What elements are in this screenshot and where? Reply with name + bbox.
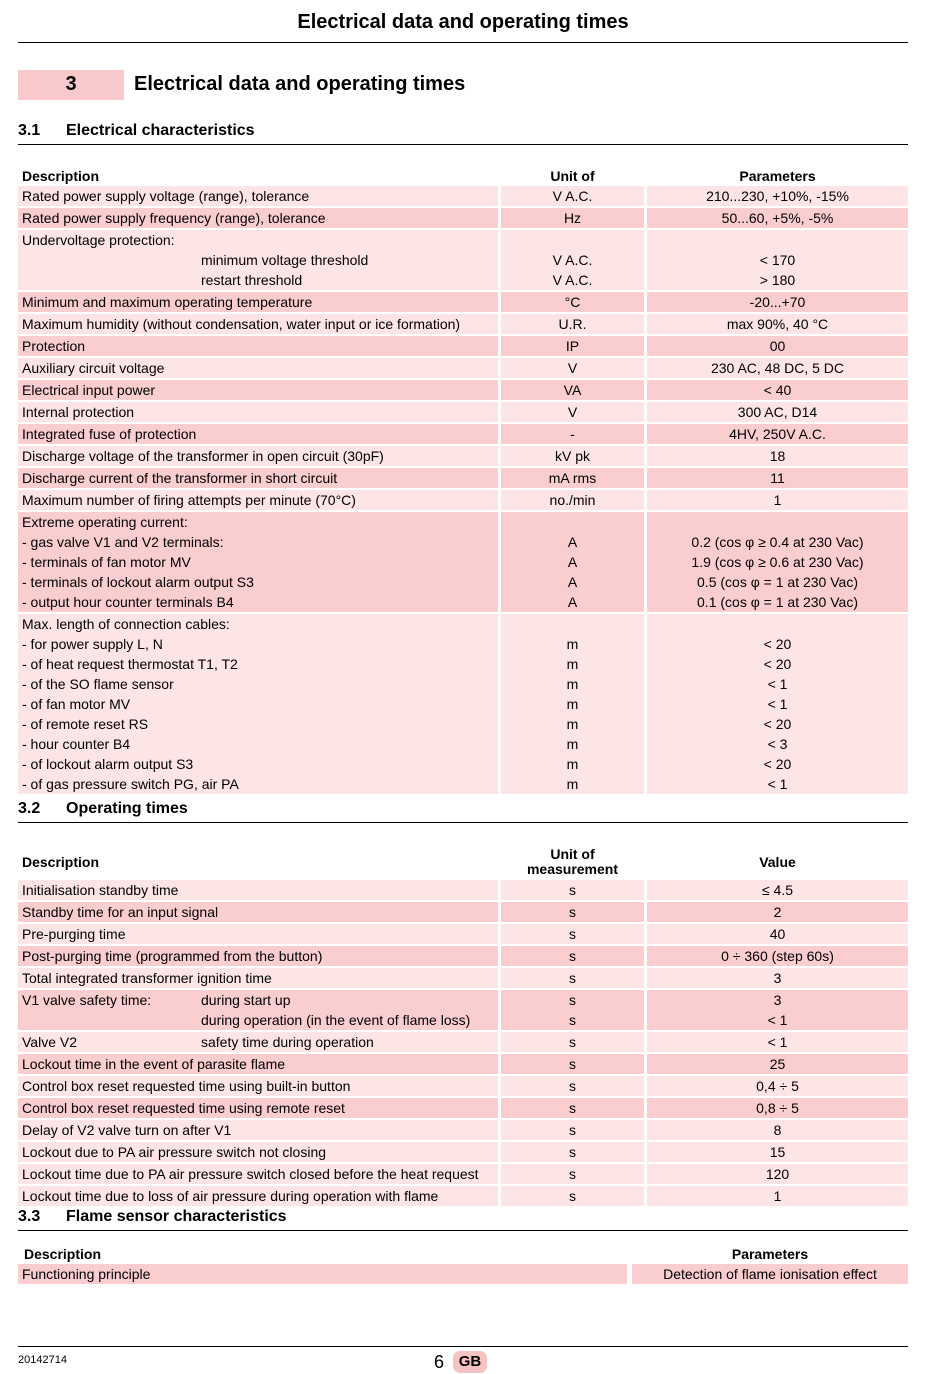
cell-unit: A bbox=[567, 594, 578, 610]
cell-unit: s bbox=[569, 1144, 576, 1160]
cell-value: -20...+70 bbox=[749, 294, 806, 310]
cell-description: - of fan motor MV bbox=[22, 696, 131, 712]
cell-unit: s bbox=[569, 1100, 576, 1116]
table-row bbox=[18, 1164, 908, 1184]
flame-table bbox=[18, 1244, 908, 1286]
table-row bbox=[18, 1120, 908, 1140]
cell-value: < 1 bbox=[767, 1034, 788, 1050]
cell-unit: s bbox=[569, 904, 576, 920]
table-row bbox=[18, 446, 908, 466]
cell-unit: m bbox=[566, 656, 579, 672]
table-row-group bbox=[18, 468, 908, 488]
table-row-group bbox=[18, 208, 908, 228]
table-row bbox=[18, 902, 908, 922]
cell-description: Protection bbox=[22, 338, 86, 354]
cell-value: < 1 bbox=[767, 676, 788, 692]
section-heading-flame bbox=[18, 1206, 908, 1231]
chapter-title: Electrical data and operating times bbox=[134, 73, 466, 95]
section-number: 3.3 bbox=[18, 1208, 41, 1225]
table-row bbox=[18, 1076, 908, 1096]
table-row-group bbox=[18, 1142, 908, 1162]
table-row bbox=[18, 1264, 908, 1284]
cell-description: Auxiliary circuit voltage bbox=[22, 360, 165, 376]
cell-value: 3 bbox=[773, 992, 782, 1008]
table-row bbox=[18, 358, 908, 378]
cell-description: Standby time for an input signal bbox=[22, 904, 219, 920]
table-row bbox=[18, 614, 908, 634]
cell-description: - output hour counter terminals B4 bbox=[22, 594, 234, 610]
table-row bbox=[18, 402, 908, 422]
cell-unit: s bbox=[569, 882, 576, 898]
cell-value: 0,8 ÷ 5 bbox=[756, 1100, 799, 1116]
cell-description: Post-purging time (programmed from the button) bbox=[22, 948, 323, 964]
cell-description: Control box reset requested time using built-in button bbox=[22, 1078, 351, 1094]
cell-description: Rated power supply voltage (range), tolerance bbox=[22, 188, 310, 204]
cell-description: - gas valve V1 and V2 terminals: bbox=[22, 534, 224, 550]
section-heading-operating bbox=[18, 798, 908, 823]
footer-rule bbox=[18, 1346, 908, 1347]
cell-unit: s bbox=[569, 1012, 576, 1028]
cell-description: Lockout time due to PA air pressure switch closed before the heat request bbox=[22, 1166, 479, 1182]
section-number: 3.2 bbox=[18, 800, 41, 817]
cell-description: Total integrated transformer ignition time bbox=[22, 970, 272, 986]
cell-value: < 20 bbox=[763, 656, 792, 672]
cell-value: 8 bbox=[773, 1122, 782, 1138]
cell-unit: no./min bbox=[549, 492, 596, 508]
cell-value: 1 bbox=[773, 1188, 782, 1204]
section-title: Flame sensor characteristics bbox=[66, 1208, 287, 1225]
header-parameters: Parameters bbox=[739, 168, 816, 184]
cell-unit: VA bbox=[563, 382, 582, 398]
cell-description: Discharge voltage of the transformer in open circuit (30pF) bbox=[22, 448, 384, 464]
cell-unit: °C bbox=[564, 294, 581, 310]
header-unit: Unit of bbox=[550, 846, 595, 862]
cell-value: 210...230, +10%, -15% bbox=[706, 188, 849, 204]
cell-unit: m bbox=[566, 716, 579, 732]
cell-value: 1 bbox=[773, 492, 782, 508]
cell-value: 0.2 (cos φ ≥ 0.4 at 230 Vac) bbox=[691, 534, 864, 550]
cell-unit: A bbox=[567, 554, 578, 570]
cell-description: Lockout time in the event of parasite flame bbox=[22, 1056, 286, 1072]
table-header bbox=[18, 846, 908, 880]
table-header bbox=[18, 1244, 908, 1264]
cell-unit: A bbox=[567, 574, 578, 590]
section-title: Operating times bbox=[66, 800, 188, 817]
table-row bbox=[18, 512, 908, 532]
chapter-number: 3 bbox=[18, 70, 124, 100]
cell-description: Lockout due to PA air pressure switch not closing bbox=[22, 1144, 327, 1160]
cell-description: Delay of V2 valve turn on after V1 bbox=[22, 1122, 232, 1138]
table-row-group bbox=[18, 880, 908, 900]
cell-description: Control box reset requested time using remote reset bbox=[22, 1100, 345, 1116]
table-row bbox=[18, 674, 908, 694]
table-row bbox=[18, 380, 908, 400]
cell-description: Electrical input power bbox=[22, 382, 156, 398]
cell-value: 1.9 (cos φ ≥ 0.6 at 230 Vac) bbox=[691, 554, 864, 570]
table-row bbox=[18, 336, 908, 356]
header-description: Description bbox=[22, 168, 100, 184]
cell-unit: s bbox=[569, 948, 576, 964]
table-body bbox=[18, 186, 908, 794]
table-row bbox=[18, 1098, 908, 1118]
table-row-group bbox=[18, 446, 908, 466]
section-heading-electrical bbox=[18, 120, 908, 145]
cell-value: < 20 bbox=[763, 636, 792, 652]
cell-value: 25 bbox=[769, 1056, 786, 1072]
table-row bbox=[18, 1054, 908, 1074]
cell-value: 4HV, 250V A.C. bbox=[729, 426, 826, 442]
cell-unit: V A.C. bbox=[552, 188, 593, 204]
table-row bbox=[18, 968, 908, 988]
cell-unit: mA rms bbox=[548, 470, 597, 486]
table-row bbox=[18, 634, 908, 654]
table-row bbox=[18, 1142, 908, 1162]
table-row-group bbox=[18, 1032, 908, 1052]
table-row-group bbox=[18, 230, 908, 290]
cell-unit: U.R. bbox=[558, 316, 587, 332]
table-row-group bbox=[18, 1264, 908, 1284]
table-row-group bbox=[18, 402, 908, 422]
table-row-group bbox=[18, 1164, 908, 1184]
table-row-group bbox=[18, 990, 908, 1030]
cell-description: - of remote reset RS bbox=[22, 716, 149, 732]
cell-value: 230 AC, 48 DC, 5 DC bbox=[710, 360, 845, 376]
table-row bbox=[18, 754, 908, 774]
header-parameters: Parameters bbox=[731, 1246, 809, 1262]
cell-value: 18 bbox=[769, 448, 786, 464]
table-row-group bbox=[18, 1186, 908, 1206]
table-row-group bbox=[18, 1098, 908, 1118]
cell-value: < 1 bbox=[767, 1012, 788, 1028]
cell-value: < 170 bbox=[759, 252, 796, 268]
cell-unit: m bbox=[566, 776, 579, 792]
table-row bbox=[18, 186, 908, 206]
cell-description: - of lockout alarm output S3 bbox=[22, 756, 194, 772]
cell-value: 120 bbox=[765, 1166, 790, 1182]
table-row bbox=[18, 946, 908, 966]
table-row-group bbox=[18, 946, 908, 966]
cell-description: Functioning principle bbox=[22, 1266, 151, 1282]
cell-value: 11 bbox=[770, 470, 785, 486]
cell-unit: V bbox=[567, 404, 578, 420]
page-number: 6 bbox=[434, 1352, 445, 1372]
electrical-table bbox=[18, 166, 908, 796]
chapter-heading bbox=[18, 70, 908, 100]
cell-description: V1 valve safety time: bbox=[22, 992, 152, 1008]
table-row bbox=[18, 654, 908, 674]
cell-description: Extreme operating current: bbox=[22, 514, 188, 530]
cell-description: Discharge current of the transformer in short circuit bbox=[22, 470, 338, 486]
table-row bbox=[18, 292, 908, 312]
cell-unit: m bbox=[566, 696, 579, 712]
cell-value: 3 bbox=[773, 970, 782, 986]
cell-value: max 90%, 40 °C bbox=[726, 316, 829, 332]
cell-unit: m bbox=[566, 736, 579, 752]
cell-unit: - bbox=[570, 426, 575, 442]
cell-value: Detection of flame ionisation effect bbox=[663, 1266, 877, 1282]
cell-value: 15 bbox=[769, 1144, 786, 1160]
table-row bbox=[18, 314, 908, 334]
cell-description: Lockout time due to loss of air pressure during operation with flame bbox=[22, 1188, 439, 1204]
table-row bbox=[18, 924, 908, 944]
cell-unit: s bbox=[569, 1188, 576, 1204]
cell-description: - of gas pressure switch PG, air PA bbox=[22, 776, 239, 792]
cell-description: Valve V2 bbox=[22, 1034, 77, 1050]
cell-description: Undervoltage protection: bbox=[22, 232, 175, 248]
cell-value: < 1 bbox=[767, 696, 788, 712]
cell-description: Rated power supply frequency (range), tolerance bbox=[22, 210, 326, 226]
table-row bbox=[18, 1010, 908, 1030]
table-row-group bbox=[18, 336, 908, 356]
table-row bbox=[18, 552, 908, 572]
cell-description: - terminals of lockout alarm output S3 bbox=[22, 574, 254, 590]
table-header bbox=[18, 166, 908, 186]
table-row bbox=[18, 694, 908, 714]
cell-value: ≤ 4.5 bbox=[761, 882, 794, 898]
table-row bbox=[18, 424, 908, 444]
cell-value: > 180 bbox=[759, 272, 796, 288]
table-row bbox=[18, 250, 908, 270]
cell-value: 00 bbox=[769, 338, 786, 354]
cell-description: - for power supply L, N bbox=[22, 636, 163, 652]
table-row-group bbox=[18, 512, 908, 612]
table-row-group bbox=[18, 1054, 908, 1074]
cell-unit: s bbox=[569, 1166, 576, 1182]
table-row-group bbox=[18, 424, 908, 444]
table-row-group bbox=[18, 490, 908, 510]
cell-description-detail: safety time during operation bbox=[201, 1034, 374, 1050]
cell-value: 0,4 ÷ 5 bbox=[756, 1078, 799, 1094]
cell-unit: V A.C. bbox=[552, 272, 593, 288]
cell-value: 2 bbox=[773, 904, 782, 920]
table-row-group bbox=[18, 380, 908, 400]
table-row bbox=[18, 468, 908, 488]
table-row bbox=[18, 490, 908, 510]
cell-unit: kV pk bbox=[554, 448, 590, 464]
cell-description: Maximum humidity (without condensation, water input or ice formation) bbox=[22, 316, 461, 332]
cell-description: restart threshold bbox=[201, 272, 303, 288]
header-description: Description bbox=[24, 1246, 102, 1262]
cell-unit: A bbox=[567, 534, 578, 550]
table-row-group bbox=[18, 358, 908, 378]
cell-description: - of heat request thermostat T1, T2 bbox=[22, 656, 238, 672]
cell-value: < 20 bbox=[763, 756, 792, 772]
cell-description: Internal protection bbox=[22, 404, 135, 420]
table-row bbox=[18, 592, 908, 612]
table-row bbox=[18, 1186, 908, 1206]
cell-description: - hour counter B4 bbox=[22, 736, 131, 752]
cell-unit: s bbox=[569, 970, 576, 986]
header-description: Description bbox=[22, 854, 100, 870]
table-row bbox=[18, 1032, 908, 1052]
table-row bbox=[18, 572, 908, 592]
cell-description: - of the SO flame sensor bbox=[22, 676, 174, 692]
cell-description: Max. length of connection cables: bbox=[22, 616, 230, 632]
table-body bbox=[18, 1264, 908, 1284]
table-row bbox=[18, 270, 908, 290]
cell-unit: s bbox=[569, 992, 576, 1008]
table-row-group bbox=[18, 902, 908, 922]
cell-description: Pre-purging time bbox=[22, 926, 126, 942]
table-row bbox=[18, 774, 908, 794]
table-body bbox=[18, 880, 908, 1206]
cell-unit: s bbox=[569, 1078, 576, 1094]
cell-unit: m bbox=[566, 756, 579, 772]
page-header bbox=[18, 8, 908, 43]
table-row bbox=[18, 734, 908, 754]
cell-value: 50...60, +5%, -5% bbox=[721, 210, 834, 226]
cell-unit: V bbox=[567, 360, 578, 376]
cell-value: < 20 bbox=[763, 716, 792, 732]
cell-description-detail: during operation (in the event of flame loss) bbox=[201, 1012, 471, 1028]
table-row bbox=[18, 990, 908, 1010]
cell-value: < 1 bbox=[767, 776, 788, 792]
cell-description: Maximum number of firing attempts per minute (70°C) bbox=[22, 492, 356, 508]
section-title: Electrical characteristics bbox=[66, 122, 255, 139]
cell-description: Integrated fuse of protection bbox=[22, 426, 197, 442]
table-row-group bbox=[18, 314, 908, 334]
cell-unit: s bbox=[569, 926, 576, 942]
language-badge: GB bbox=[453, 1351, 487, 1373]
cell-description: - terminals of fan motor MV bbox=[22, 554, 191, 570]
cell-value: 0.5 (cos φ = 1 at 230 Vac) bbox=[697, 574, 858, 590]
cell-value: 300 AC, D14 bbox=[737, 404, 818, 420]
table-row-group bbox=[18, 1076, 908, 1096]
table-row-group bbox=[18, 968, 908, 988]
section-number: 3.1 bbox=[18, 122, 41, 139]
table-row-group bbox=[18, 1120, 908, 1140]
header-value: Value bbox=[759, 854, 796, 870]
table-row bbox=[18, 532, 908, 552]
table-row bbox=[18, 230, 908, 250]
cell-description-detail: during start up bbox=[201, 992, 291, 1008]
cell-unit: Hz bbox=[563, 210, 582, 226]
table-row-group bbox=[18, 614, 908, 794]
cell-value: 0 ÷ 360 (step 60s) bbox=[721, 948, 834, 964]
cell-unit: m bbox=[566, 676, 579, 692]
cell-unit: V A.C. bbox=[552, 252, 593, 268]
table-row-group bbox=[18, 292, 908, 312]
cell-value: 40 bbox=[769, 926, 786, 942]
table-row-group bbox=[18, 186, 908, 206]
cell-description: Initialisation standby time bbox=[22, 882, 179, 898]
cell-unit: s bbox=[569, 1034, 576, 1050]
cell-unit: IP bbox=[565, 338, 580, 354]
cell-value: 0.1 (cos φ = 1 at 230 Vac) bbox=[697, 594, 858, 610]
cell-unit: s bbox=[569, 1122, 576, 1138]
cell-value: < 40 bbox=[763, 382, 792, 398]
table-row bbox=[18, 714, 908, 734]
cell-unit: m bbox=[566, 636, 579, 652]
header-unit-line2: measurement bbox=[526, 861, 619, 877]
table-row bbox=[18, 880, 908, 900]
cell-description: Minimum and maximum operating temperature bbox=[22, 294, 313, 310]
cell-unit: s bbox=[569, 1056, 576, 1072]
operating-table bbox=[18, 846, 908, 1208]
table-row-group bbox=[18, 924, 908, 944]
cell-description: minimum voltage threshold bbox=[201, 252, 369, 268]
page-header-title: Electrical data and operating times bbox=[297, 11, 629, 33]
table-row bbox=[18, 208, 908, 228]
cell-value: < 3 bbox=[767, 736, 788, 752]
header-unit: Unit of bbox=[550, 168, 595, 184]
document-number: 20142714 bbox=[18, 1354, 67, 1366]
